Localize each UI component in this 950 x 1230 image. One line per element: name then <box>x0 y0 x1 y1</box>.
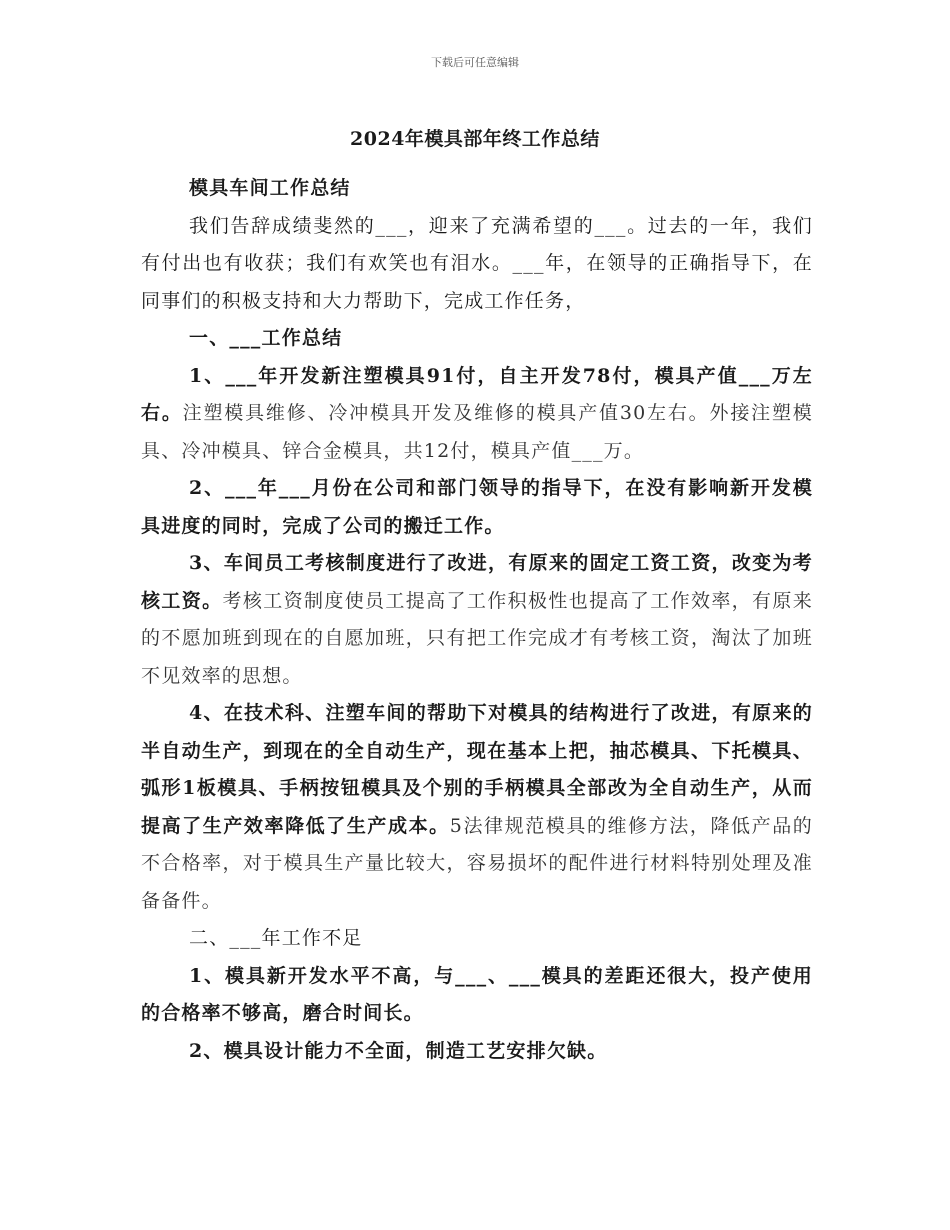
section1-heading: 一、___工作总结 <box>189 327 343 349</box>
item3-bold-text: 3、车间员工考核制度进行了改进，有原来的固定工资工资，改变为考核工资。 <box>141 552 813 612</box>
item3-rest-text: 考核工资制度使员工提高了工作积极性也提高了工作效率，有原来的不愿加班到现在的自愿加班，只有把工作完成才有考核工资，淘汰了加班不见效率的思想。 <box>141 589 813 687</box>
workshop-heading: 模具车间工作总结 <box>189 177 351 199</box>
header-note: 下载后可任意编辑 <box>431 56 519 69</box>
gap2-paragraph: 2、模具设计能力不全面，制造工艺安排欠缺。 <box>189 1039 608 1062</box>
item4-rest-text: 5法律规范模具的维修方法，降低产品的不合格率，对于模具生产量比较大，容易损坏的配件进行材料特别处理及准备备件。 <box>141 814 813 912</box>
gap1-paragraph: 1、模具新开发水平不高，与___、___模具的差距还很大，投产使用的合格率不够高，磨合时间长。 <box>141 964 813 1024</box>
item2-paragraph: 2、___年___月份在公司和部门领导的指导下，在没有影响新开发模具进度的同时，完成了公司的搬迁工作。 <box>141 477 813 537</box>
page-title: 2024年模具部年终工作总结 <box>350 128 600 150</box>
item1-bold-text: 1、___年开发新注塑模具91付，自主开发78付，模具产值___万左右。 <box>141 364 813 424</box>
item4-paragraph <box>141 695 813 920</box>
section2-heading: 二、___年工作不足 <box>189 927 363 949</box>
item3-paragraph <box>141 545 813 695</box>
item4-bold-text: 4、在技术科、注塑车间的帮助下对模具的结构进行了改进，有原来的半自动生产，到现在的全自动生产，现在基本上把，抽芯模具、下托模具、弧形1板模具、手柄按钮模具及个别的手柄模具全部改为全自动生产，从而提高了生产效率降低了生产成本。 <box>141 702 813 837</box>
item1-paragraph <box>141 358 813 471</box>
intro-paragraph: 我们告辞成绩斐然的___，迎来了充满希望的___。过去的一年，我们有付出也有收获；我们有欢笑也有泪水。___年，在领导的正确指导下，在同事们的积极支持和大力帮助下，完成工作任务， <box>141 214 813 312</box>
item1-rest-text: 注塑模具维修、冷冲模具开发及维修的模具产值30左右。外接注塑模具、冷冲模具、锌合金模具，共12付，模具产值___万。 <box>141 402 813 462</box>
document-body <box>141 170 813 1070</box>
